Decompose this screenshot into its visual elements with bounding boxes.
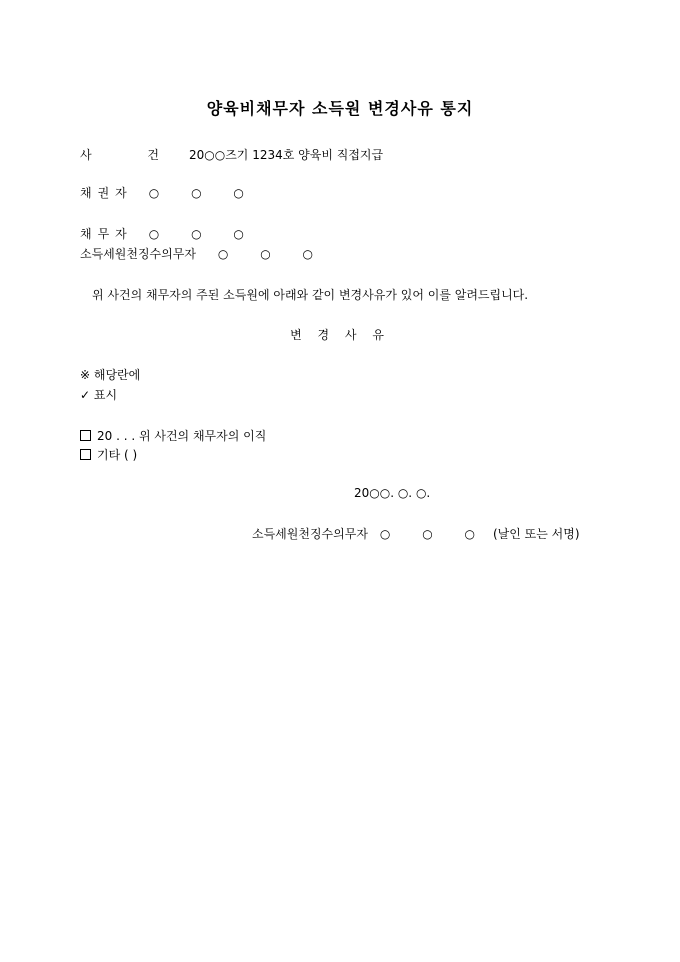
signature-seal: (날인 또는 서명) <box>492 527 580 541</box>
section-heading: 변 경 사 유 <box>290 328 390 342</box>
option-item-other[interactable] <box>80 446 137 463</box>
creditor-row <box>80 184 258 201</box>
case-value: 20○○즈기 1234호 양육비 직접지급 <box>189 148 384 162</box>
document-title: 양육비채무자 소득원 변경사유 통지 <box>206 99 474 118</box>
checkbox[interactable] <box>80 449 91 460</box>
creditor-label: 채권자 <box>80 186 133 200</box>
option-item-resignation[interactable] <box>80 427 266 444</box>
debtor-row <box>80 225 258 242</box>
note-line-1: ※ 해당란에 <box>80 368 141 382</box>
withholder-row <box>80 245 327 262</box>
document-date: 20○○. ○. ○. <box>354 486 431 500</box>
case-row <box>80 146 383 163</box>
option-text: 20 . . . 위 사건의 채무자의 이직 <box>97 429 267 443</box>
note-line-2: ✓ 표시 <box>80 388 118 402</box>
creditor-value: ○ ○ ○ <box>148 186 258 200</box>
debtor-label: 채무자 <box>80 227 133 241</box>
signature-name: ○ ○ ○ <box>379 527 489 541</box>
signature-label: 소득세원천징수의무자 <box>252 527 368 541</box>
withholder-label: 소득세원천징수의무자 <box>80 247 196 261</box>
signature-line <box>252 525 580 542</box>
intro-paragraph: 위 사건의 채무자의 주된 소득원에 아래와 같이 변경사유가 있어 이를 알려드립니다. <box>92 288 529 302</box>
withholder-value: ○ ○ ○ <box>217 247 327 261</box>
debtor-value: ○ ○ ○ <box>148 227 258 241</box>
option-text: 기타 ( ) <box>97 448 138 462</box>
checkbox[interactable] <box>80 430 91 441</box>
case-label: 사 건 <box>80 148 185 162</box>
